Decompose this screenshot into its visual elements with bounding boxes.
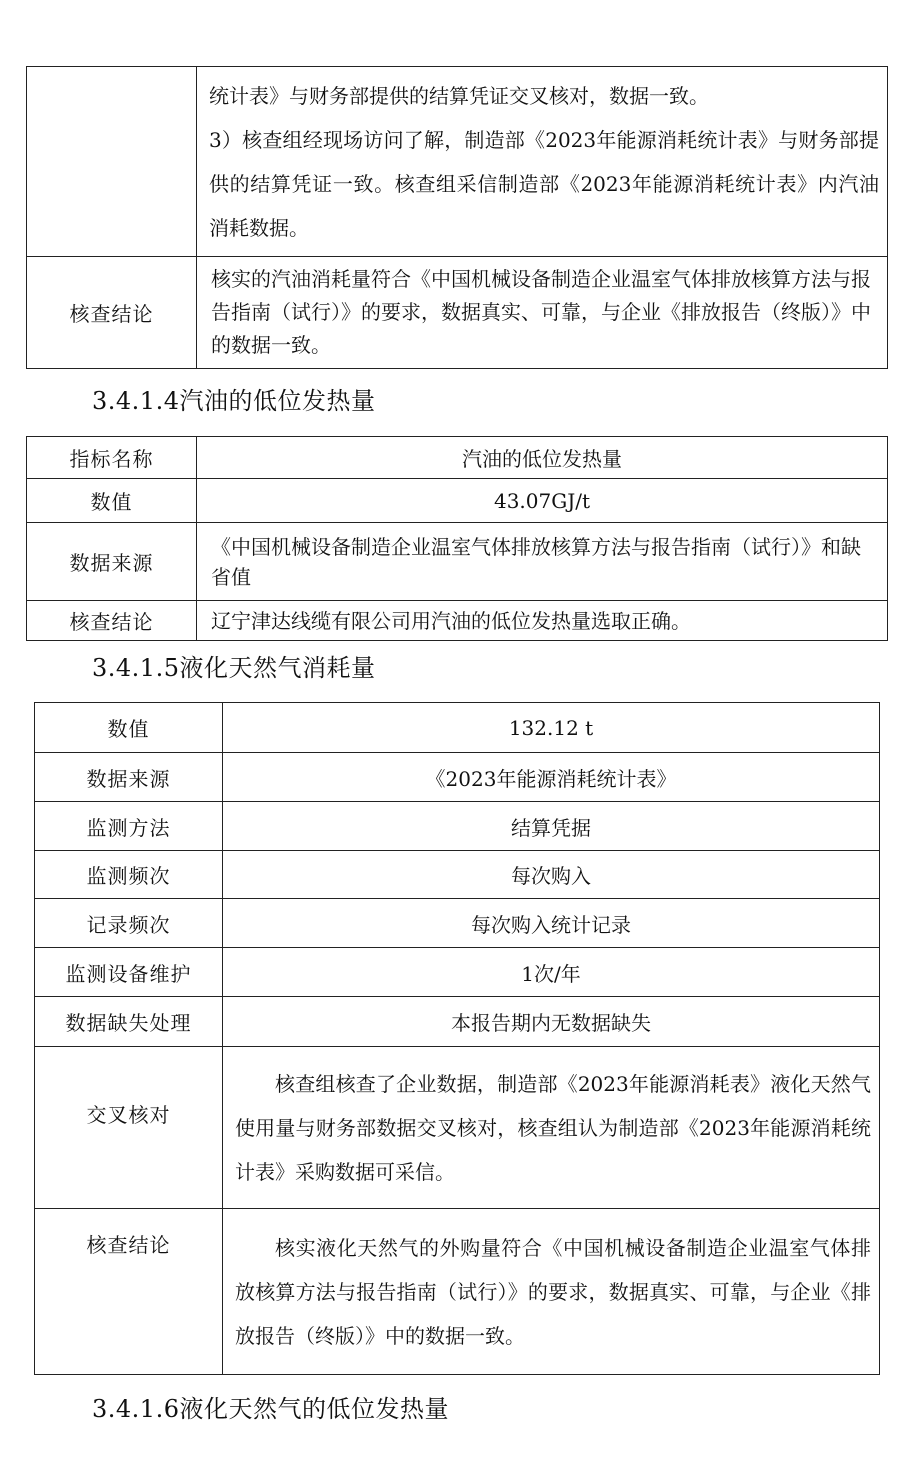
row-value: 《中国机械设备制造企业温室气体排放核算方法与报告指南（试行）》和缺省值 bbox=[197, 523, 888, 601]
row-value: 《2023年能源消耗统计表》 bbox=[223, 753, 880, 802]
gasoline-ncv-table bbox=[26, 436, 888, 641]
row-label: 数据来源 bbox=[27, 523, 197, 601]
row-value: 1次/年 bbox=[223, 948, 880, 997]
gasoline-consumption-table-continued bbox=[26, 66, 888, 369]
conclusion-text: 核实液化天然气的外购量符合《中国机械设备制造企业温室气体排放核算方法与报告指南（试行）》的要求，数据真实、可靠，与企业《排放报告（终版）》中的数据一致。 bbox=[223, 1209, 880, 1375]
conclusion-text: 核实的汽油消耗量符合《中国机械设备制造企业温室气体排放核算方法与报告指南（试行）》的要求，数据真实、可靠，与企业《排放报告（终版）》中的数据一致。 bbox=[197, 257, 888, 369]
row-label: 数值 bbox=[35, 703, 223, 753]
row-label: 数据来源 bbox=[35, 753, 223, 802]
row-label: 监测设备维护 bbox=[35, 948, 223, 997]
row-label: 数值 bbox=[27, 479, 197, 523]
conclusion-label: 核查结论 bbox=[35, 1209, 223, 1375]
cross-check-text: 核查组核查了企业数据，制造部《2023年能源消耗表》液化天然气使用量与财务部数据交叉核对，核查组认为制造部《2023年能源消耗统计表》采购数据可采信。 bbox=[223, 1047, 880, 1209]
row-label: 记录频次 bbox=[35, 899, 223, 948]
row-value: 汽油的低位发热量 bbox=[197, 437, 888, 479]
conclusion-label: 核查结论 bbox=[27, 257, 197, 369]
row-value: 每次购入统计记录 bbox=[223, 899, 880, 948]
process-line-1: 统计表》与财务部提供的结算凭证交叉核对，数据一致。 bbox=[209, 83, 709, 108]
process-line-3: 3）核查组经现场访问了解，制造部《2023年能源消耗统计表》与财务部提供的结算凭证一致。核查组采信制造部《2023年能源消耗统计表》内汽油消耗数据。 bbox=[209, 127, 879, 240]
row-value: 辽宁津达线缆有限公司用汽油的低位发热量选取正确。 bbox=[197, 601, 888, 641]
section-heading-3415: 3.4.1.5液化天然气消耗量 bbox=[92, 654, 376, 682]
row-value: 43.07GJ/t bbox=[197, 479, 888, 523]
row-label: 监测方法 bbox=[35, 802, 223, 851]
section-heading-3414: 3.4.1.4汽油的低位发热量 bbox=[92, 387, 376, 415]
section-heading-3416: 3.4.1.6液化天然气的低位发热量 bbox=[92, 1395, 449, 1423]
row-value: 132.12 t bbox=[223, 703, 880, 753]
row-value: 每次购入 bbox=[223, 851, 880, 899]
row-value: 本报告期内无数据缺失 bbox=[223, 997, 880, 1047]
row-value: 结算凭据 bbox=[223, 802, 880, 851]
empty-label-cell bbox=[27, 67, 197, 257]
verification-process-cell bbox=[197, 67, 888, 257]
row-label: 核查结论 bbox=[27, 601, 197, 641]
row-label: 指标名称 bbox=[27, 437, 197, 479]
cross-check-label: 交叉核对 bbox=[35, 1047, 223, 1209]
row-label: 监测频次 bbox=[35, 851, 223, 899]
row-label: 数据缺失处理 bbox=[35, 997, 223, 1047]
lng-consumption-table bbox=[34, 702, 880, 1375]
